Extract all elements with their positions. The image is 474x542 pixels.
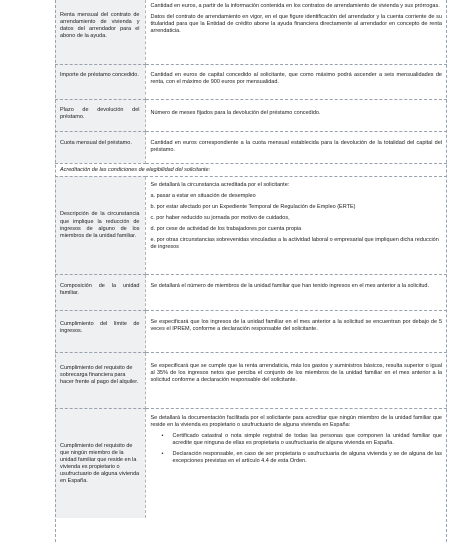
document-page bbox=[55, 0, 447, 542]
row-description bbox=[145, 352, 447, 408]
table-row bbox=[55, 0, 447, 64]
row-description bbox=[145, 310, 447, 352]
table-row bbox=[55, 310, 447, 352]
description-paragraph: Se especificará que se cumple que la renta arrendaticia, más los gastos y suministros básicos, resulta superior o igual al 35% de los ingresos netos que perciba el conjunto de los miembros de la unidad familiar en el mes anterior a la solicitud conforme a declaración responsable del solicitante. bbox=[150, 362, 442, 383]
row-description bbox=[145, 176, 447, 274]
row-label: Plazo de devolución del préstamo. bbox=[55, 99, 145, 131]
table-row bbox=[55, 64, 447, 99]
row-description bbox=[145, 64, 447, 99]
description-paragraph: Número de meses fijados para la devolución del préstamo concedido. bbox=[150, 109, 321, 116]
row-label: Renta mensual del contrato de arrendamiento de vivienda y datos del arrendador para el abono de la ayuda. bbox=[55, 0, 145, 64]
table-row bbox=[55, 131, 447, 163]
description-paragraph: Cantidad en euros, a partir de la información contenida en los contratos de arrendamiento de vivienda y sus prórrogas. bbox=[150, 3, 440, 9]
table-row bbox=[55, 274, 447, 310]
section-heading: Acreditación de las condiciones de elegibilidad del solicitante: bbox=[55, 163, 447, 176]
table-row bbox=[55, 352, 447, 408]
row-label: Descripción de la circunstancia que implique la reducción de ingresos de alguno de los miembros de la unidad familiar. bbox=[55, 176, 145, 274]
row-description bbox=[145, 99, 447, 131]
row-label: Cumplimiento del requisito de que ningún miembro de la unidad familiar que reside en la vivienda es propietario o usufructuario de alguna vivienda en España. bbox=[55, 408, 145, 518]
description-paragraph: Se detallará la documentación facilitada por el solicitante para acreditar que ningún miembro de la unidad familiar que reside en la vivienda es propietario o usufructuario de alguna vivienda en España: bbox=[150, 414, 442, 428]
row-label: Cumplimiento del límite de ingresos. bbox=[55, 310, 145, 352]
option-item: e. por otras circunstancias sobrevenidas vinculadas a la actividad laboral o empresarial que impliquen dicha reducción de ingresos bbox=[150, 237, 439, 251]
description-paragraph: Se detallará el número de miembros de la unidad familiar que han tenido ingresos en el mes anterior a la solicitud. bbox=[150, 282, 430, 289]
list-item: • Certificado catastral o nota simple registral de todas las personas que componen la unidad familiar que acredite que ninguna de ellas es propietaria o usufructuaria de alguna vivienda en España. bbox=[173, 433, 443, 447]
row-description bbox=[145, 0, 447, 64]
table-row bbox=[55, 176, 447, 274]
row-label: Cuota mensual del préstamo. bbox=[55, 131, 145, 163]
table-row bbox=[55, 408, 447, 518]
description-paragraph: Se especificará que los ingresos de la unidad familiar en el mes anterior a la solicitud se encuentran por debajo de 5 veces el IPREM, conforme a declaración responsable del solicitante. bbox=[150, 318, 442, 332]
requirements-table bbox=[55, 0, 447, 518]
row-label: Cumplimiento del requisito de sobrecarga financiera para hacer frente al pago del alquiler. bbox=[55, 352, 145, 408]
list-item: • Declaración responsable, en caso de ser propietaria o usufructuaria de alguna vivienda y se de alguna de las excepciones previstas en el artículo 4.4 de esta Orden. bbox=[173, 451, 443, 465]
row-label: Composición de la unidad familiar. bbox=[55, 274, 145, 310]
option-item: d. por cese de actividad de los trabajadores por cuenta propia bbox=[150, 225, 302, 232]
option-item: b. por estar afectado por un Expediente Temporal de Regulación de Empleo (ERTE) bbox=[150, 203, 356, 210]
description-paragraph: Cantidad en euros correspondiente a la cuota mensual establecida para la devolución de la totalidad del capital del préstamo. bbox=[150, 139, 442, 153]
row-description bbox=[145, 131, 447, 163]
description-paragraph: Se detallará la circunstancia acreditada por el solicitante: bbox=[150, 181, 290, 188]
description-paragraph: Cantidad en euros de capital concedido al solicitante, que como máximo podrá ascender a seis mensualidades de renta, con el máximo de 900 euros por mensualidad. bbox=[150, 71, 442, 85]
row-description bbox=[145, 274, 447, 310]
option-item: a. pasar a estar en situación de desempleo bbox=[150, 192, 256, 199]
row-label: Importe de préstamo concedido. bbox=[55, 64, 145, 99]
table-row bbox=[55, 99, 447, 131]
description-paragraph: Datos del contrato de arrendamiento en vigor, en el que figure identificación del arrendador y la cuenta corriente de su titularidad para que la Entidad de crédito abone la ayuda financiera directamente al arrendador en concepto de renta arrendaticia. bbox=[150, 14, 442, 35]
row-description bbox=[145, 408, 447, 518]
requirement-list bbox=[151, 433, 443, 465]
section-heading-row bbox=[55, 163, 447, 176]
option-item: c. por haber reducido su jornada por motivo de cuidados, bbox=[150, 214, 290, 221]
